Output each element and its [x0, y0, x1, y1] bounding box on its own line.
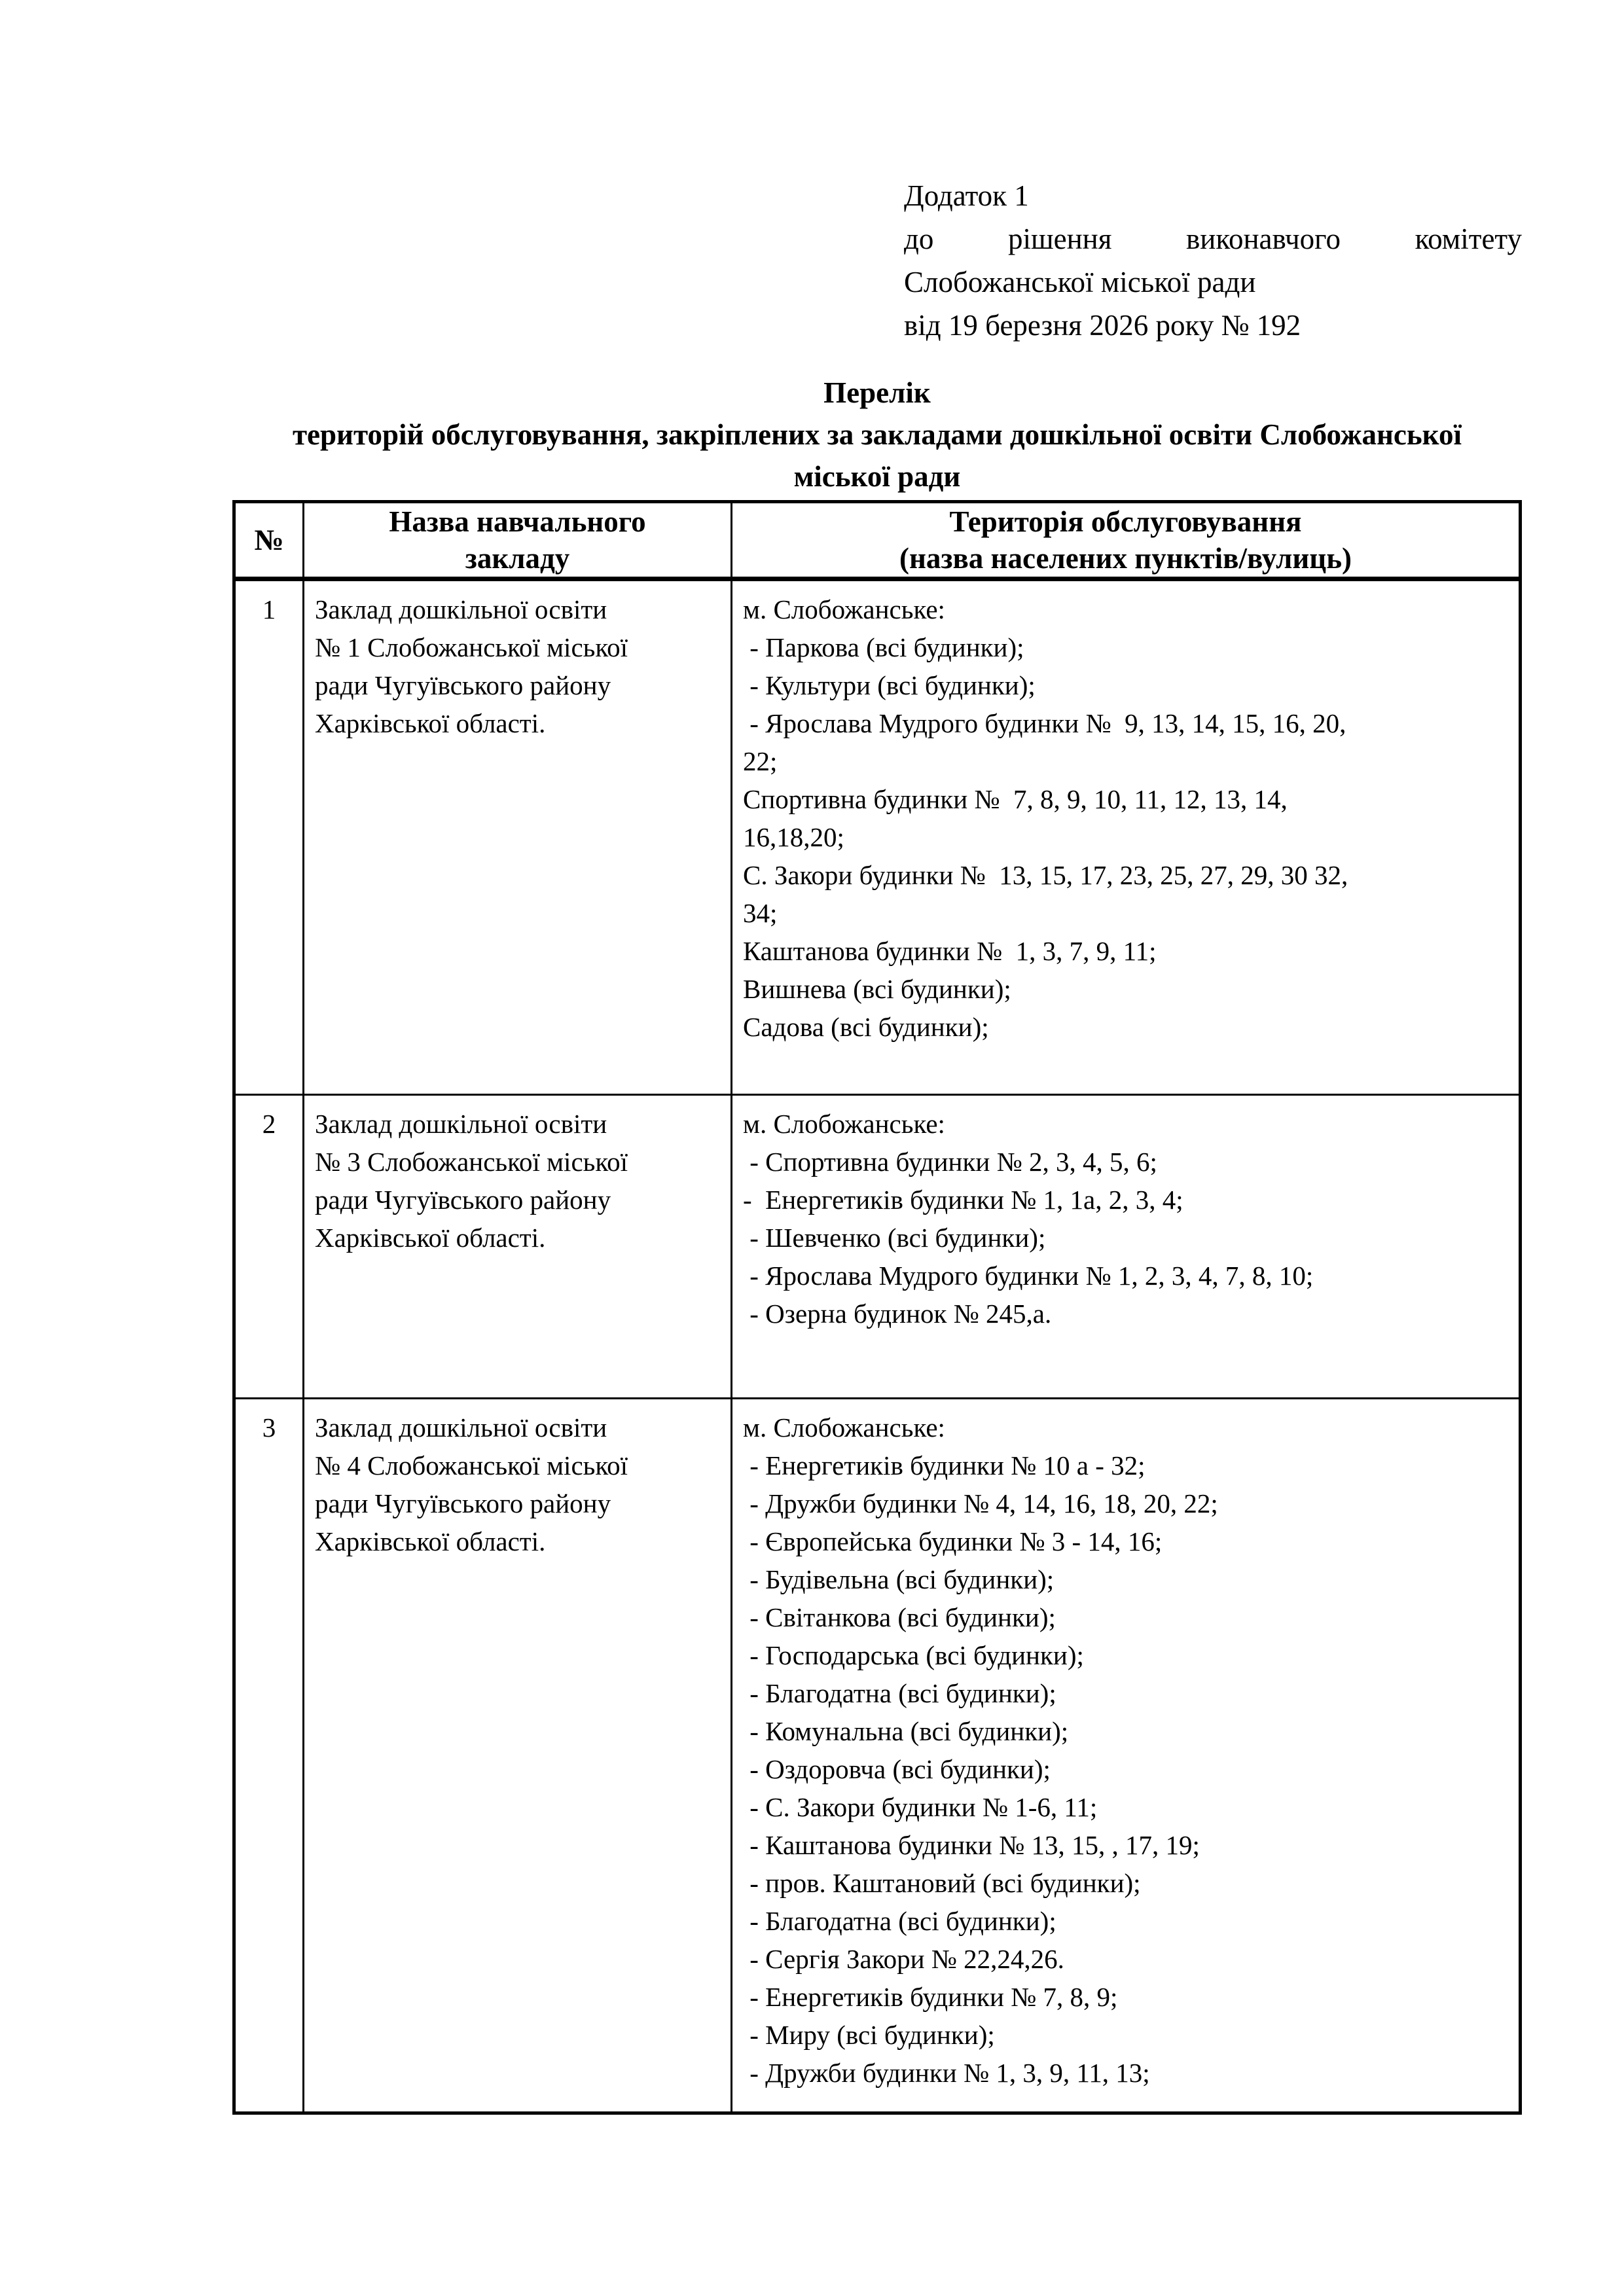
service-territories-table — [232, 500, 1522, 2115]
appendix-line: Слобожанської міської ради — [904, 266, 1256, 298]
text-line: 22; — [743, 746, 778, 776]
text-line: - Сергія Закори № 22,24,26. — [743, 1944, 1064, 1974]
text-line: - пров. Каштановий (всі будинки); — [743, 1868, 1141, 1898]
table-header-row — [234, 502, 1521, 579]
text-line: ради Чугуївського району — [315, 670, 611, 700]
text-line: - Дружби будинки № 4, 14, 16, 18, 20, 22; — [743, 1488, 1218, 1518]
text-line: - Благодатна (всі будинки); — [743, 1678, 1056, 1708]
text-line: - Енергетиків будинки № 7, 8, 9; — [743, 1982, 1118, 2012]
appendix-line: до рішення виконавчого комітету — [904, 223, 1522, 255]
appendix-line: Додаток 1 — [904, 179, 1029, 212]
text-line: Садова (всі будинки); — [743, 1012, 989, 1042]
row-number-cell: 1 — [234, 579, 304, 1095]
text-line: - Енергетиків будинки № 10 а - 32; — [743, 1450, 1146, 1480]
document-title — [232, 372, 1522, 497]
territory-cell — [732, 579, 1521, 1095]
text-line: Харківської області. — [315, 1526, 546, 1556]
row-number-cell: 2 — [234, 1095, 304, 1399]
table-row — [234, 579, 1521, 1095]
text-line: Заклад дошкільної освіти — [315, 594, 607, 624]
text-line: - Миру (всі будинки); — [743, 2020, 995, 2050]
text-line: - Енергетиків будинки № 1, 1а, 2, 3, 4; — [743, 1185, 1183, 1215]
text-line: Заклад дошкільної освіти — [315, 1412, 607, 1443]
text-line: - С. Закори будинки № 1-6, 11; — [743, 1792, 1098, 1822]
table-row — [234, 1095, 1521, 1399]
text-line: - Дружби будинки № 1, 3, 9, 11, 13; — [743, 2058, 1150, 2088]
text-line: - Ярослава Мудрого будинки № 9, 13, 14, 15, 16, 20, — [743, 708, 1346, 738]
text-line: - Ярослава Мудрого будинки № 1, 2, 3, 4, 7, 8, 10; — [743, 1261, 1314, 1291]
text-line: - Комунальна (всі будинки); — [743, 1716, 1069, 1746]
text-line: С. Закори будинки № 13, 15, 17, 23, 25, 27, 29, 30 32, — [743, 860, 1348, 890]
text-line: - Європейська будинки № 3 - 14, 16; — [743, 1526, 1163, 1556]
row-number-cell: 3 — [234, 1399, 304, 2113]
text-line: - Світанкова (всі будинки); — [743, 1602, 1056, 1632]
table-row — [234, 1399, 1521, 2113]
title-line: територій обслуговування, закріплених за закладами дошкільної освіти Слобожанської — [292, 418, 1462, 451]
text-line: - Спортивна будинки № 2, 3, 4, 5, 6; — [743, 1147, 1157, 1177]
text-line: ради Чугуївського району — [315, 1185, 611, 1215]
text-line: Спортивна будинки № 7, 8, 9, 10, 11, 12, 13, 14, — [743, 784, 1288, 814]
text-line: 34; — [743, 898, 778, 928]
title-line: міської ради — [793, 460, 961, 493]
text-line: Харківської області. — [315, 1223, 546, 1253]
text-line: - Озерна будинок № 245,а. — [743, 1299, 1052, 1329]
text-line: Каштанова будинки № 1, 3, 7, 9, 11; — [743, 936, 1157, 966]
text-line: - Каштанова будинки № 13, 15, , 17, 19; — [743, 1830, 1200, 1860]
text-line: - Паркова (всі будинки); — [743, 632, 1024, 662]
text-line: м. Слобожанське: — [743, 1109, 945, 1139]
text-line: - Шевченко (всі будинки); — [743, 1223, 1046, 1253]
text-line: - Культури (всі будинки); — [743, 670, 1036, 700]
appendix-line: від 19 березня 2026 року № 192 — [904, 309, 1301, 342]
text-line: № 4 Слобожанської міської — [315, 1450, 628, 1480]
text-line: - Господарська (всі будинки); — [743, 1640, 1084, 1670]
text-line: м. Слобожанське: — [743, 1412, 945, 1443]
text-line: Територія обслуговування — [949, 505, 1302, 538]
appendix-block — [904, 174, 1522, 347]
text-line: - Оздоровча (всі будинки); — [743, 1754, 1051, 1784]
text-line: (назва населених пунктів/вулиць) — [899, 542, 1352, 575]
institution-name-cell — [304, 579, 732, 1095]
text-line: закладу — [465, 542, 570, 575]
territory-cell — [732, 1095, 1521, 1399]
text-line: ради Чугуївського району — [315, 1488, 611, 1518]
text-line: м. Слобожанське: — [743, 594, 945, 624]
title-line: Перелік — [823, 376, 931, 409]
text-line: Назва навчального — [389, 505, 646, 538]
col-header-territory — [732, 502, 1521, 579]
institution-name-cell — [304, 1399, 732, 2113]
text-line: 16,18,20; — [743, 822, 844, 852]
text-line: № 3 Слобожанської міської — [315, 1147, 628, 1177]
institution-name-cell — [304, 1095, 732, 1399]
territory-cell — [732, 1399, 1521, 2113]
text-line: - Благодатна (всі будинки); — [743, 1906, 1056, 1936]
text-line: Заклад дошкільної освіти — [315, 1109, 607, 1139]
text-line: Вишнева (всі будинки); — [743, 974, 1011, 1004]
text-line: Харківської області. — [315, 708, 546, 738]
col-header-number: № — [234, 502, 304, 579]
text-line: - Будівельна (всі будинки); — [743, 1564, 1055, 1594]
col-header-institution-name — [304, 502, 732, 579]
text-line: № 1 Слобожанської міської — [315, 632, 628, 662]
